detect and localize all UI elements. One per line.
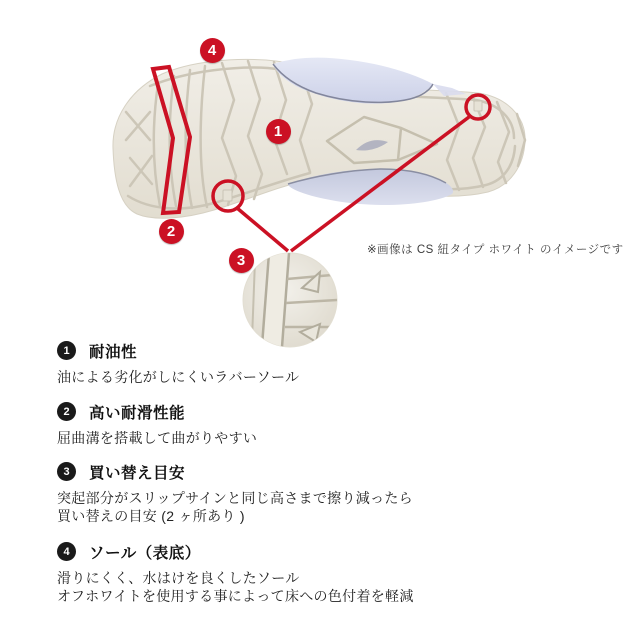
feature-section-slip-resistance — [57, 401, 620, 448]
feature-2-description: 屈曲溝を搭載して曲がりやすい — [57, 430, 258, 446]
feature-1-title: 耐油性 — [89, 343, 138, 361]
slip-sign-bump-heel — [474, 101, 482, 111]
feature-4-description-line1: 滑りにくく、水はけを良くしたソール — [57, 570, 300, 586]
magnified-detail-circle — [243, 253, 338, 347]
marker-1-badge: 1 — [266, 119, 291, 144]
feature-section-oil-resistance — [57, 340, 620, 387]
feature-3-description-line1: 突起部分がスリップサインと同じ高さまで擦り減ったら — [57, 490, 413, 506]
feature-4-title: ソール（表底） — [89, 544, 201, 562]
feature-3-number-badge: 3 — [57, 462, 76, 481]
feature-section-sole — [57, 541, 620, 605]
feature-4-number-badge: 4 — [57, 542, 76, 561]
annotation-line-mid — [237, 208, 288, 251]
marker-3-badge: 3 — [229, 248, 254, 273]
feature-2-title: 高い耐滑性能 — [89, 404, 186, 422]
feature-4-description-line2: オフホワイトを使用する事によって床への色付着を軽減 — [57, 587, 414, 604]
feature-3-description-line2: 買い替えの目安 (2 ヶ所あり ) — [57, 507, 245, 524]
feature-section-replacement-guide — [57, 461, 620, 525]
feature-1-number-badge: 1 — [57, 341, 76, 360]
marker-4-badge: 4 — [200, 38, 225, 63]
image-note: ※画像は CS 紐タイプ ホワイト のイメージです — [367, 244, 624, 256]
slip-sign-bump-mid — [223, 190, 232, 201]
marker-2-badge: 2 — [159, 219, 184, 244]
feature-2-number-badge: 2 — [57, 402, 76, 421]
feature-3-title: 買い替え目安 — [89, 464, 186, 482]
feature-1-description: 油による劣化がしにくいラバーソール — [57, 369, 300, 385]
